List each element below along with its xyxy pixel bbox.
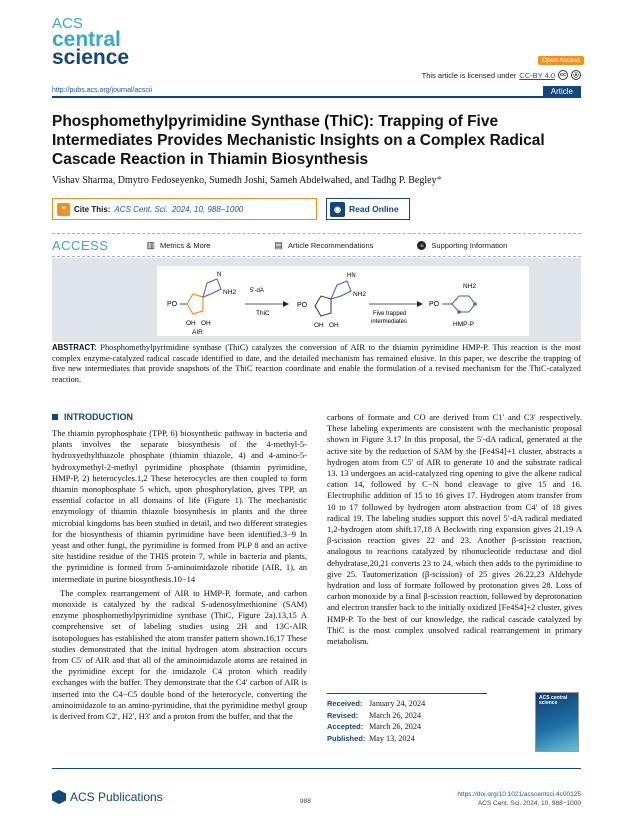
metrics-link[interactable]: ▥ Metrics & More	[146, 239, 211, 250]
corresponding-author-icon[interactable]: *	[436, 175, 442, 186]
section-square-icon	[52, 414, 58, 420]
by-icon: ⦿	[571, 70, 581, 80]
globe-icon: ◉	[330, 202, 345, 217]
document-icon: ▤	[274, 239, 283, 250]
introduction-heading: INTRODUCTION	[52, 412, 133, 422]
po-label-2: PO	[297, 302, 308, 309]
author-list: Vishav Sharma, Dmytro Fedoseyenko, Sumedh Joshi, Sameh Abdelwahed, and Tadhg P. Begley*	[52, 175, 442, 186]
paragraph-3: carbons of formate and CO are derived from C1′ and C3′ respectively. These labeling experiments are consistent with the mechanistic proposal shown in Figure 3.17 In this proposal, the 5′-dA radical, generated at the active site by the reduction of SAM by the [Fe4S4]+1 cluster, abstracts a hydrogen atom from C5′ of AIR to generate 10 and the substrate radical 13. 13 undergoes an acid-catalyzed ring opening to give the alkene radical cation 14, followed by C−N bond cleavage to give 15 and 16. Electrophilic addition of 15 to 16 gives 17. Hydrogen atom transfer from 10 to 17 followed by hydrogen atom abstraction from C4′ of 18 gives radical 19. The labeling studies support this novel 5′-dA radical mediated 1,2-hydrogen atom shift.17,18 A Beckwith ring expansion gives 21.19 A β-scission reaction gives 22 and 23. Another β-scission reaction, analogous to reactions catalyzed by ribonucleotide reductase and diol dehydratase,20,21 converts 23 to 24, which then adds to the pyrimidine to give 25. Tautomerization (β-scission) of 25 gives 26.22,23 Aldehyde hydration and loss of formate followed by protonation gives 28. Loss of carbon monoxide by a final β-scission reaction, followed by deprotonation and electron transfer back to the initially oxidized [Fe4S4]+2 cluster, gives HMP-P. To the best of our knowledge, the radical cascade catalyzed by ThiC is the most complex unsolved radical rearrangement in primary metabolism.	[327, 412, 582, 647]
cc-icon: cc	[559, 72, 567, 78]
air-label: AIR	[192, 329, 203, 336]
hmpp-label: HMP-P	[453, 321, 474, 328]
article-title: Phosphomethylpyrimidine Synthase (ThiC): Trapping of Five Intermediates Provides Mechanistic Insights on a Complex Radical Cascade Reaction in Thiamin Biosynthesis	[52, 113, 545, 168]
recommendations-link[interactable]: ▤ Article Recommendations	[274, 239, 374, 250]
journal-url[interactable]: http://pubs.acs.org/journal/acscii	[52, 87, 152, 94]
article-type-badge: Article	[543, 86, 581, 97]
bar-chart-icon: ▥	[146, 239, 155, 250]
license-link[interactable]: CC-BY 4.0	[519, 70, 555, 80]
footer-citation: https://doi.org/10.1021/acscentsci.4c00125 ACS Cent. Sci. 2024, 10, 988−1000	[457, 791, 581, 807]
trapped-label-2: intermediates	[371, 319, 408, 325]
toc-graphic	[52, 258, 581, 342]
journal-logo: ACS central science	[52, 15, 130, 69]
publisher-logo: ACS Publications	[52, 790, 163, 804]
supporting-info-link[interactable]: si Supporting Information	[417, 241, 507, 250]
oh-label-1: OH	[186, 320, 196, 327]
po-label-3: PO	[429, 301, 440, 308]
nh2-label-3: NH2	[463, 283, 477, 290]
n-label-1: N	[217, 272, 222, 278]
nh2-label-1: NH2	[223, 289, 237, 296]
acs-hexagon-icon	[52, 790, 66, 804]
thic-label: ThiC	[256, 310, 270, 317]
reaction-scheme	[157, 266, 529, 336]
access-bar	[52, 233, 581, 257]
left-column	[52, 428, 307, 725]
paragraph-2: The complex rearrangement of AIR to HMP-P, formate, and carbon monoxide is catalyzed by the radical S-adenosylmethionine (SAM) enzyme phosphomethylpyrimidine synthase (ThiC, Figure 2a).13,15 A comprehensive set of labeling studies using 2H and 13C-AIR isotopologues has established the atom transfer pattern shown.16,17 These studies demonstrated that the initial hydrogen atom abstraction occurs from C5′ of AIR and that all of the aminoimidazole atoms are retained in the pyrimidine except for the imidazole C4 proton which readily exchanges with the buffer. They demonstrate that the C4′ carbon of AIR is inserted into the C4−C5 double bond of the heterocycle, converting the aminoimidazole to an amino-pyrimidine, that the pyrimidine methyl group is derived from C2′, H2′, H3′ and a proton from the buffer, and that the	[52, 587, 307, 722]
cite-this-box[interactable]: ❝ Cite This: ACS Cent. Sci. 2024, 10, 988−1000	[52, 198, 317, 220]
page-number: 988	[300, 798, 311, 805]
open-access-badge: Open Access	[538, 56, 584, 65]
si-icon: si	[417, 241, 426, 250]
right-column	[327, 412, 582, 650]
read-online-button[interactable]: ◉ Read Online	[326, 198, 410, 220]
abstract: ABSTRACT: Phosphomethylpyrimidine synthase (ThiC) catalyzes the conversion of AIR to the thiamin pyrimidine HMP-P. This reaction is the most complex enzyme-catalyzed radical cascade identified to date, and the detailed mechanism has remained elusive. In this paper, we describe the trapping of five new intermediates that provide snapshots of the ThiC reaction coordinate and enable the formulation of a revised mechanism for the ThiC-catalyzed reaction.	[52, 343, 582, 384]
hn-label: HN	[347, 273, 356, 279]
publication-dates: Received: January 24, 2024 Revised: March 26, 2024 Accepted: March 26, 2024 Published: May 13, 2024	[327, 693, 487, 744]
reaction-scheme-svg	[157, 266, 529, 336]
oh-label-2: OH	[201, 320, 211, 327]
license-line: This article is licensed under CC-BY 4.0 cc ⦿	[422, 70, 581, 80]
footer-divider	[52, 768, 581, 769]
access-label: ACCESS	[52, 237, 109, 253]
oh-label-4: OH	[329, 322, 339, 329]
nh2-label-2: NH2	[353, 291, 367, 298]
dA-label: 5'-dA	[250, 288, 264, 294]
trapped-label-1: Five trapped	[373, 311, 407, 317]
po-label-1: PO	[167, 301, 178, 308]
doi-link[interactable]: https://doi.org/10.1021/acscentsci.4c00125	[457, 791, 581, 798]
journal-cover-thumbnail[interactable]: ACS central science	[535, 692, 579, 752]
quote-icon: ❝	[57, 203, 70, 216]
paragraph-1: The thiamin pyrophosphate (TPP, 6) biosynthetic pathway in bacteria and plants involves the separate biosynthesis of the 4-methyl-5-hydroxyethylthiazole phosphate (thiamin thiazole, 4) and 4-amino-5-hydroxymethyl-2-methyl pyrimidine phosphate (thiamin pyrimidine, HMP-P, 2) heterocycles.1,2 These heterocycles are then coupled to form thiamin monophosphate 5 which, upon phosphorylation, gives TPP, an essential cofactor in all domains of life (Figure 1). The mechanistic enzymology of thiamin thiazole biosynthesis in plants and the three microbial kingdoms has been studied in detail, and two different strategies for the biosynthesis of thiamin pyrimidine have been identified.3−9 In yeast and other fungi, the pyrimidine is formed from PLP 8 and an active site histidine residue of the THIS protein 7, while in bacteria and plants, the pyrimidine is formed from 5-aminoimidazole ribotide (AIR, 1), an intermediate in purine biosynthesis.10−14	[52, 428, 307, 584]
oh-label-3: OH	[314, 322, 324, 329]
header-divider	[52, 96, 581, 98]
